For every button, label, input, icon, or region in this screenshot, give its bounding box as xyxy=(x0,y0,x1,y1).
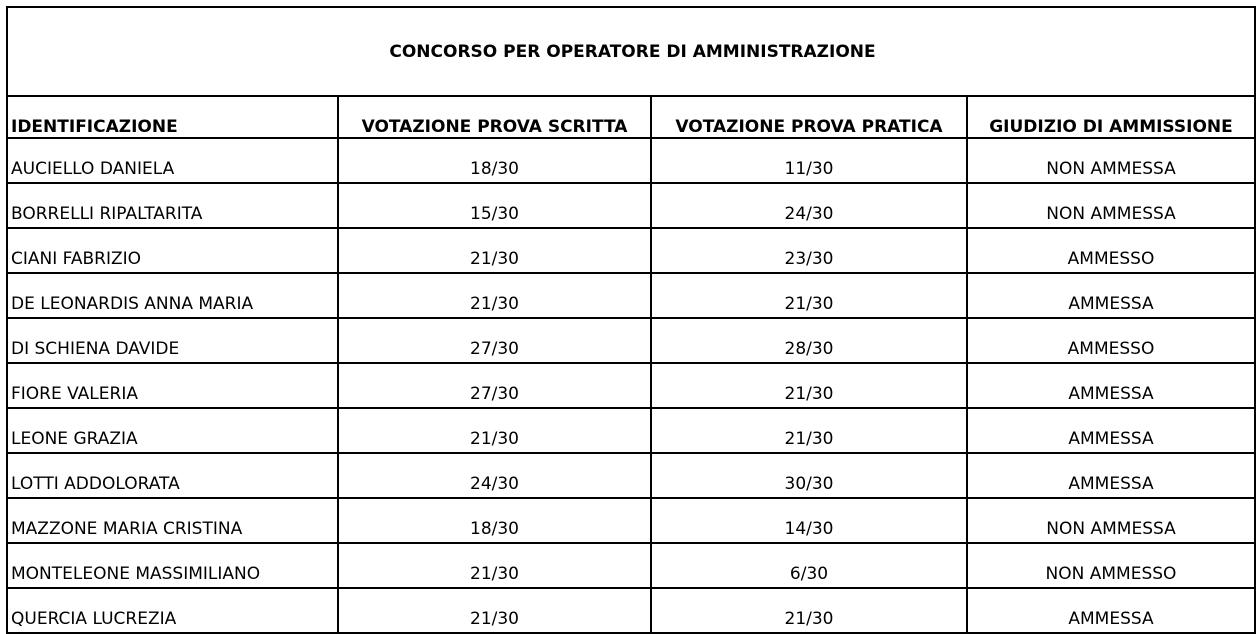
column-header-practical-score: VOTAZIONE PROVA PRATICA xyxy=(651,96,967,138)
written-score: 15/30 xyxy=(338,183,651,228)
table-row xyxy=(7,453,1255,498)
candidate-name: CIANI FABRIZIO xyxy=(7,228,338,273)
practical-score: 6/30 xyxy=(651,543,967,588)
candidate-name: QUERCIA LUCREZIA xyxy=(7,588,338,633)
candidate-name: FIORE VALERIA xyxy=(7,363,338,408)
table-row xyxy=(7,228,1255,273)
table-row xyxy=(7,318,1255,363)
written-score: 21/30 xyxy=(338,408,651,453)
practical-score: 24/30 xyxy=(651,183,967,228)
practical-score: 21/30 xyxy=(651,363,967,408)
document-title: CONCORSO PER OPERATORE DI AMMINISTRAZIONE xyxy=(7,7,1255,96)
table-row xyxy=(7,498,1255,543)
admission-verdict: AMMESSA xyxy=(967,408,1255,453)
written-score: 21/30 xyxy=(338,543,651,588)
admission-verdict: AMMESSA xyxy=(967,588,1255,633)
admission-verdict: NON AMMESSA xyxy=(967,498,1255,543)
written-score: 27/30 xyxy=(338,318,651,363)
candidate-name: MAZZONE MARIA CRISTINA xyxy=(7,498,338,543)
candidate-name: DI SCHIENA DAVIDE xyxy=(7,318,338,363)
title-row xyxy=(7,7,1255,96)
admission-verdict: AMMESSA xyxy=(967,273,1255,318)
candidate-name: MONTELEONE MASSIMILIANO xyxy=(7,543,338,588)
column-header-written-score: VOTAZIONE PROVA SCRITTA xyxy=(338,96,651,138)
column-header-identification: IDENTIFICAZIONE xyxy=(7,96,338,138)
table-row xyxy=(7,273,1255,318)
candidate-name: DE LEONARDIS ANNA MARIA xyxy=(7,273,338,318)
written-score: 21/30 xyxy=(338,588,651,633)
admission-verdict: NON AMMESSO xyxy=(967,543,1255,588)
candidate-name: LEONE GRAZIA xyxy=(7,408,338,453)
written-score: 18/30 xyxy=(338,138,651,183)
admission-verdict: AMMESSO xyxy=(967,318,1255,363)
written-score: 27/30 xyxy=(338,363,651,408)
admission-verdict: AMMESSA xyxy=(967,453,1255,498)
written-score: 24/30 xyxy=(338,453,651,498)
column-header-admission-verdict: GIUDIZIO DI AMMISSIONE xyxy=(967,96,1255,138)
table-row xyxy=(7,543,1255,588)
written-score: 21/30 xyxy=(338,273,651,318)
results-body xyxy=(7,138,1255,633)
practical-score: 14/30 xyxy=(651,498,967,543)
practical-score: 30/30 xyxy=(651,453,967,498)
practical-score: 21/30 xyxy=(651,273,967,318)
practical-score: 23/30 xyxy=(651,228,967,273)
written-score: 18/30 xyxy=(338,498,651,543)
table-row xyxy=(7,408,1255,453)
practical-score: 21/30 xyxy=(651,588,967,633)
header-row xyxy=(7,96,1255,138)
table-row xyxy=(7,363,1255,408)
table-row xyxy=(7,138,1255,183)
results-sheet xyxy=(6,6,1254,629)
written-score: 21/30 xyxy=(338,228,651,273)
candidate-name: LOTTI ADDOLORATA xyxy=(7,453,338,498)
practical-score: 28/30 xyxy=(651,318,967,363)
admission-verdict: AMMESSO xyxy=(967,228,1255,273)
practical-score: 11/30 xyxy=(651,138,967,183)
admission-verdict: NON AMMESSA xyxy=(967,183,1255,228)
results-table xyxy=(6,6,1256,634)
candidate-name: BORRELLI RIPALTARITA xyxy=(7,183,338,228)
candidate-name: AUCIELLO DANIELA xyxy=(7,138,338,183)
admission-verdict: AMMESSA xyxy=(967,363,1255,408)
practical-score: 21/30 xyxy=(651,408,967,453)
table-row xyxy=(7,588,1255,633)
admission-verdict: NON AMMESSA xyxy=(967,138,1255,183)
table-row xyxy=(7,183,1255,228)
